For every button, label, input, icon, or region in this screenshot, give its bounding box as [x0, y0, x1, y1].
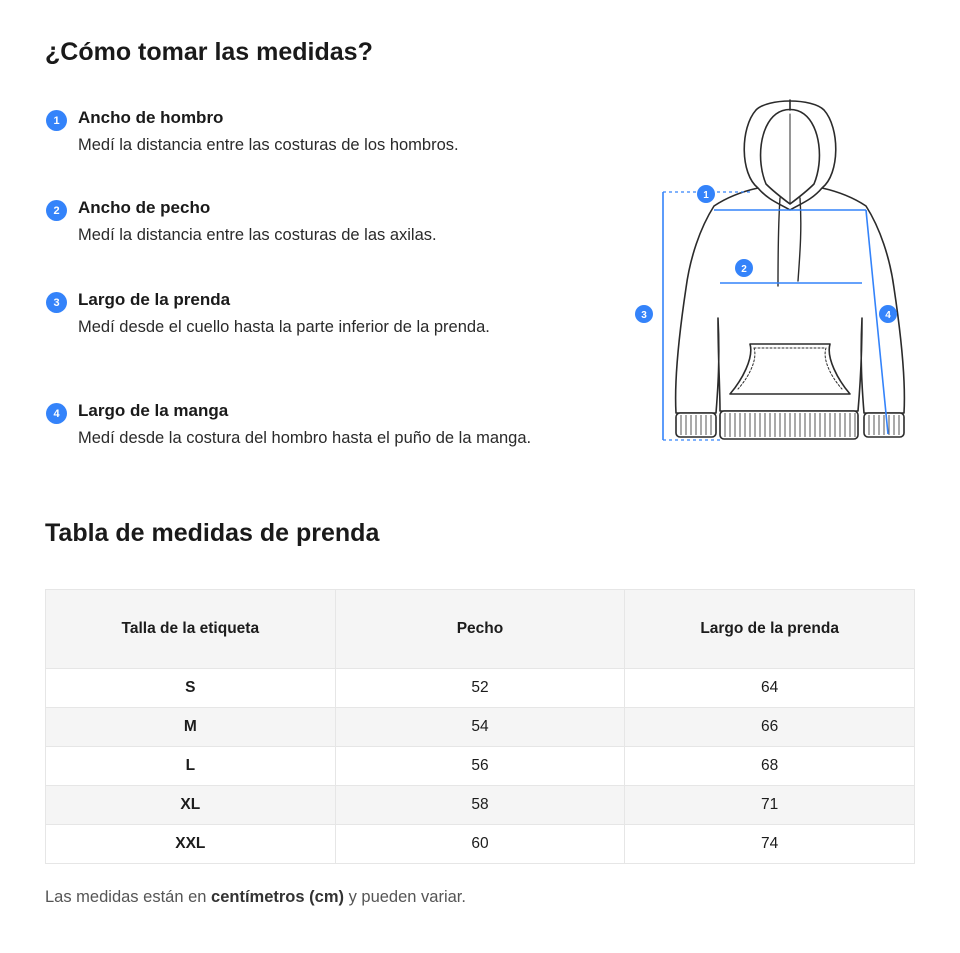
- table-row: [46, 786, 915, 825]
- column-header-length: Largo de la prenda: [625, 590, 915, 669]
- table-row: [46, 669, 915, 708]
- table-row: [46, 708, 915, 747]
- svg-text:4: 4: [885, 310, 891, 321]
- column-header-size: Talla de la etiqueta: [46, 590, 336, 669]
- size-cell: M: [46, 708, 336, 747]
- chest-cell: 56: [335, 747, 625, 786]
- marker-3: [635, 305, 653, 323]
- step-heading: Ancho de pecho: [78, 198, 211, 217]
- table-row: [46, 825, 915, 864]
- step-number-badge: 1: [46, 110, 67, 131]
- chest-cell: 54: [335, 708, 625, 747]
- step-description: Medí desde el cuello hasta la parte inferior de la prenda.: [78, 318, 490, 336]
- column-header-chest: Pecho: [335, 590, 625, 669]
- marker-4: [879, 305, 897, 323]
- size-table: [45, 589, 915, 864]
- size-cell: L: [46, 747, 336, 786]
- chest-cell: 52: [335, 669, 625, 708]
- size-cell: XL: [46, 786, 336, 825]
- footnote-text-after: y pueden variar.: [343, 888, 466, 906]
- footnote-text-before: Las medidas están en: [45, 888, 212, 906]
- step-number-badge: 4: [46, 403, 67, 424]
- length-cell: 74: [625, 825, 915, 864]
- length-cell: 66: [625, 708, 915, 747]
- step-heading: Largo de la manga: [78, 401, 229, 420]
- length-cell: 71: [625, 786, 915, 825]
- units-footnote: [45, 888, 466, 907]
- svg-text:1: 1: [703, 190, 709, 201]
- step-number-badge: 3: [46, 292, 67, 313]
- step-number-badge: 2: [46, 200, 67, 221]
- step-description: Medí la distancia entre las costuras de las axilas.: [78, 226, 437, 244]
- svg-text:3: 3: [641, 310, 647, 321]
- length-cell: 64: [625, 669, 915, 708]
- size-cell: S: [46, 669, 336, 708]
- size-table-title: Tabla de medidas de prenda: [45, 519, 380, 547]
- table-row: [46, 747, 915, 786]
- page-title: ¿Cómo tomar las medidas?: [45, 38, 373, 66]
- footnote-unit: centímetros (cm): [211, 888, 344, 906]
- step-heading: Largo de la prenda: [78, 290, 231, 309]
- hoodie-icon: [630, 88, 910, 450]
- chest-cell: 60: [335, 825, 625, 864]
- length-cell: 68: [625, 747, 915, 786]
- step-description: Medí desde la costura del hombro hasta el puño de la manga.: [78, 429, 532, 447]
- size-cell: XXL: [46, 825, 336, 864]
- table-header-row: [46, 590, 915, 669]
- svg-text:2: 2: [741, 264, 747, 275]
- step-heading: Ancho de hombro: [78, 108, 224, 127]
- step-description: Medí la distancia entre las costuras de los hombros.: [78, 136, 459, 154]
- hoodie-illustration: [630, 88, 910, 450]
- chest-cell: 58: [335, 786, 625, 825]
- marker-1: [697, 185, 715, 203]
- marker-2: [735, 259, 753, 277]
